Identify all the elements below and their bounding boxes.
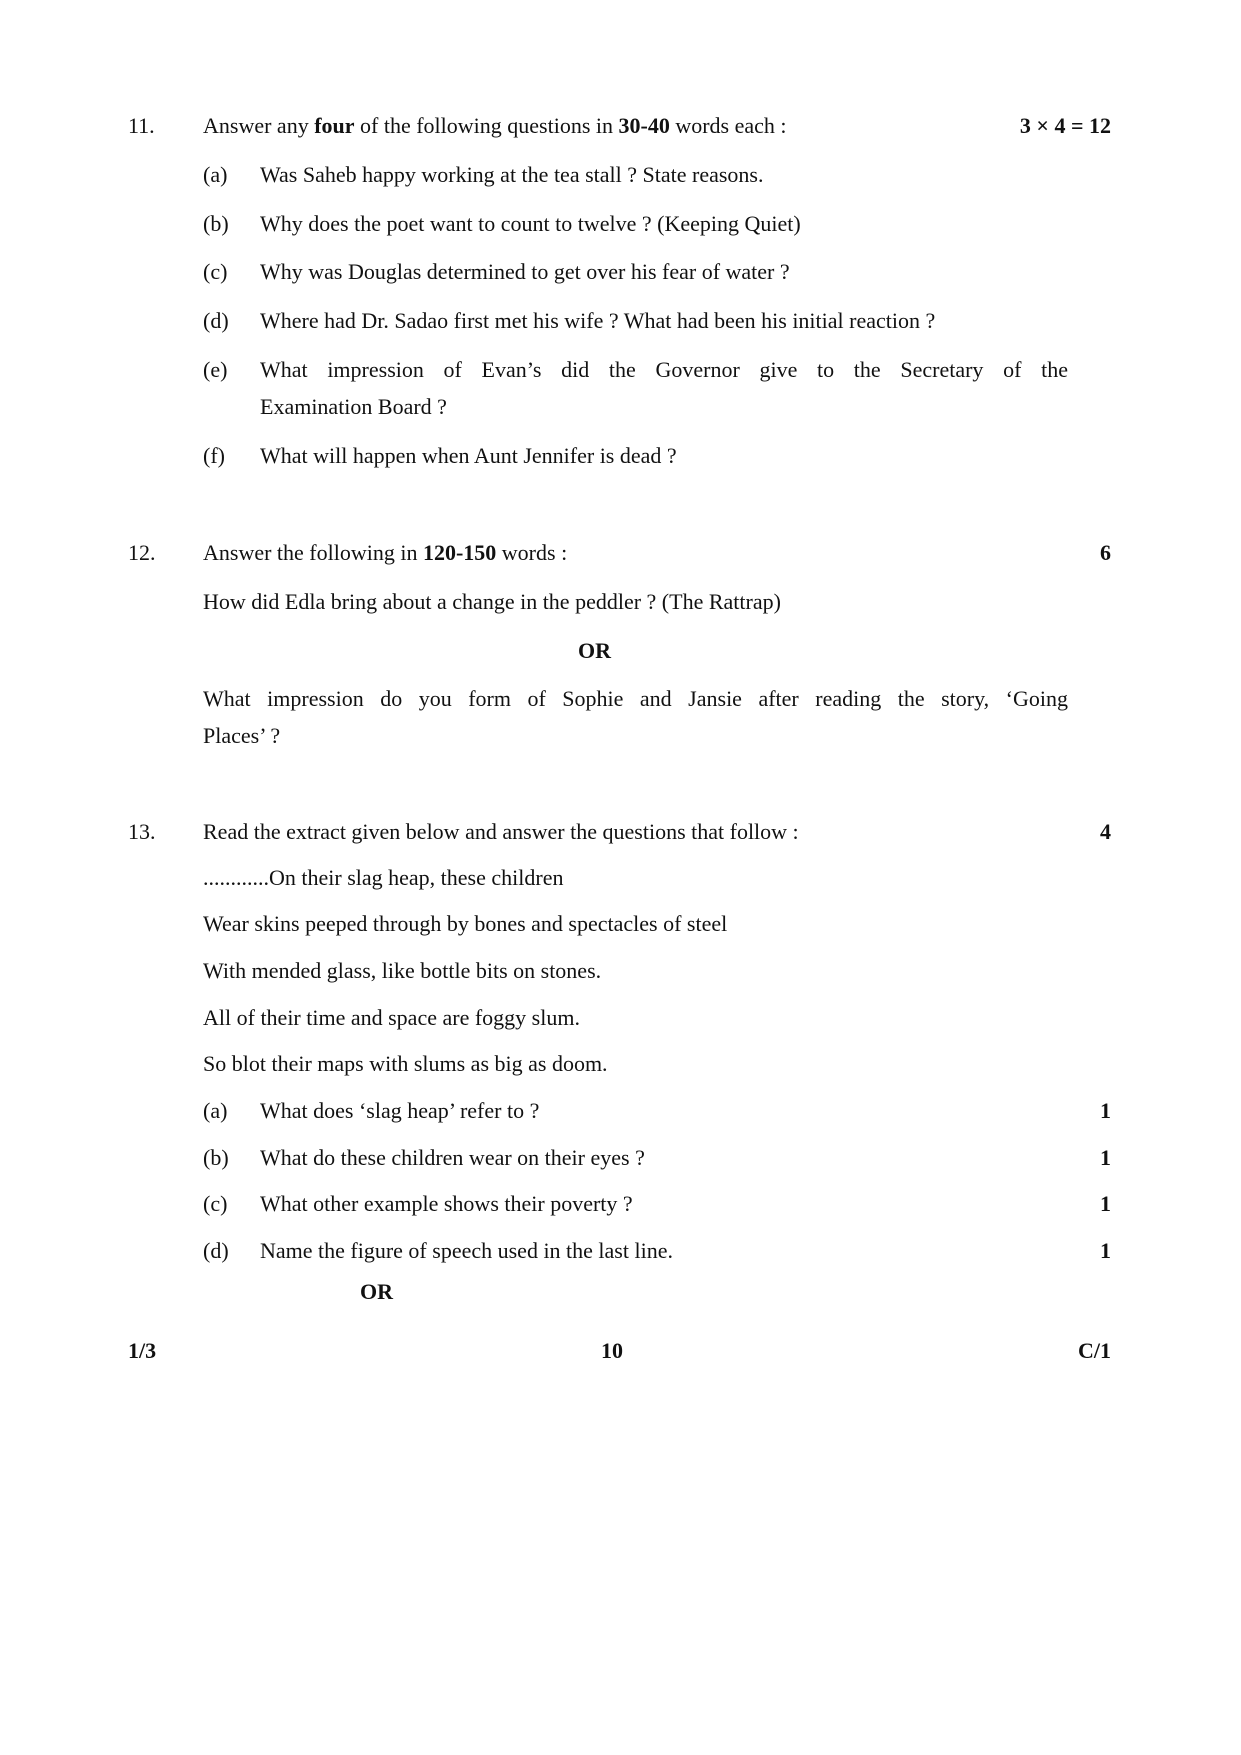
- q12-question-2-line1: What impression do you form of Sophie and Jansie after reading the story, ‘Going: [203, 686, 1068, 711]
- q11-part-label: (b): [203, 211, 229, 236]
- poem-extract-line: With mended glass, like bottle bits on stones.: [203, 958, 602, 983]
- q13-part-text: What does ‘slag heap’ refer to ?: [260, 1098, 540, 1123]
- q11-intro-part: of the following questions in: [354, 113, 619, 138]
- question-number-11: 11.: [128, 113, 155, 138]
- q13-part-text: What other example shows their poverty ?: [260, 1191, 633, 1216]
- footer-code-right: C/1: [1078, 1338, 1111, 1363]
- q12-question-2-line2: Places’ ?: [203, 723, 281, 748]
- q11-part-text: Was Saheb happy working at the tea stall ? State reasons.: [260, 162, 764, 187]
- question-12-intro: [203, 542, 567, 564]
- footer-page-number: 10: [601, 1338, 623, 1363]
- q11-intro-bold-four: four: [314, 113, 355, 138]
- poem-extract-line: Wear skins peeped through by bones and spectacles of steel: [203, 911, 728, 936]
- q11-part-text: Why does the poet want to count to twelve ? (Keeping Quiet): [260, 211, 801, 236]
- question-13-intro: Read the extract given below and answer the questions that follow :: [203, 819, 799, 844]
- q13-part-text: What do these children wear on their eyes ?: [260, 1145, 645, 1170]
- q13-part-marks: 1: [1100, 1145, 1111, 1170]
- q13-part-label: (d): [203, 1238, 229, 1263]
- q11-part-text: Where had Dr. Sadao first met his wife ? What had been his initial reaction ?: [260, 308, 936, 333]
- q13-part-text: Name the figure of speech used in the last line.: [260, 1238, 673, 1263]
- q13-part-label: (b): [203, 1145, 229, 1170]
- q13-part-label: (a): [203, 1098, 228, 1123]
- question-number-12: 12.: [128, 540, 156, 565]
- q12-question-1: How did Edla bring about a change in the peddler ? (The Rattrap): [203, 589, 781, 614]
- q11-part-label: (a): [203, 162, 228, 187]
- q11-part-text: What will happen when Aunt Jennifer is dead ?: [260, 443, 677, 468]
- q11-intro-part: Answer any: [203, 113, 315, 138]
- q11-intro-part: words each :: [669, 113, 787, 138]
- q11-part-label: (e): [203, 357, 228, 382]
- question-13-marks: 4: [1100, 819, 1111, 844]
- q11-part-label: (d): [203, 308, 229, 333]
- q12-intro-bold-words: 120-150: [422, 540, 497, 565]
- q11-intro-bold-words: 30-40: [618, 113, 670, 138]
- q13-part-marks: 1: [1100, 1098, 1111, 1123]
- q11-part-text-line2: Examination Board ?: [260, 394, 447, 419]
- q11-part-label: (f): [203, 443, 225, 468]
- q11-part-text: Why was Douglas determined to get over his fear of water ?: [260, 259, 790, 284]
- q13-part-marks: 1: [1100, 1191, 1111, 1216]
- q11-part-label: (c): [203, 259, 228, 284]
- q11-part-text-line1: What impression of Evan’s did the Governor give to the Secretary of the: [260, 357, 1068, 382]
- question-12-marks: 6: [1100, 540, 1111, 565]
- q13-part-label: (c): [203, 1191, 228, 1216]
- poem-extract-line: So blot their maps with slums as big as doom.: [203, 1051, 608, 1076]
- question-11-intro: [203, 115, 787, 137]
- poem-extract-line: ............On their slag heap, these children: [203, 865, 564, 890]
- footer-set-code: 1/3: [128, 1338, 157, 1363]
- q13-part-marks: 1: [1100, 1238, 1111, 1263]
- question-number-13: 13.: [128, 819, 156, 844]
- q12-intro-part: Answer the following in: [203, 540, 423, 565]
- q12-or-divider: OR: [578, 638, 611, 663]
- q12-intro-part: words :: [496, 540, 568, 565]
- poem-extract-line: All of their time and space are foggy slum.: [203, 1005, 580, 1030]
- q13-or-divider: OR: [360, 1279, 393, 1304]
- question-11-marks: 3 × 4 = 12: [1019, 113, 1111, 138]
